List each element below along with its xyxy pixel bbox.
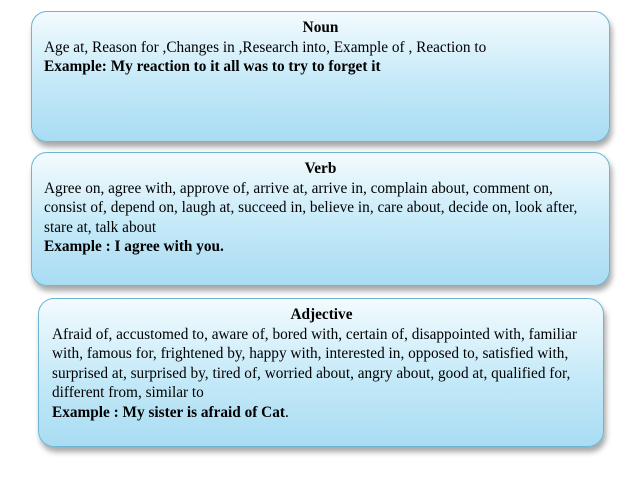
noun-prepositions-text: Age at, Reason for ,Changes in ,Research into, Example of , Reaction to (44, 38, 487, 56)
verb-example (44, 237, 597, 257)
adjective-prepositions-text: Afraid of, accustomed to, aware of, bored with, certain of, disappointed with, familiar with, famous for, frightened by, happy with, interested in, opposed to, satisfied with, surprised at, surprised by, tired of, worried about, angry about, good at, qualified for, different from, similar to (52, 325, 578, 401)
noun-example (44, 57, 597, 77)
noun-card (31, 11, 610, 142)
noun-heading: Noun (302, 19, 339, 36)
verb-heading: Verb (304, 160, 337, 177)
adjective-example-period: . (284, 403, 289, 421)
adjective-heading: Adjective (290, 306, 353, 323)
adjective-example-text: Example : My sister is afraid of Cat (52, 403, 285, 421)
verb-card (31, 152, 610, 286)
adjective-example (52, 403, 591, 423)
verb-prepositions-text: Agree on, agree with, approve of, arrive at, arrive in, complain about, comment on, consist of, depend on, laugh at, succeed in, believe in, care about, decide on, look after, stare at, talk about (44, 179, 578, 236)
verb-example-text: Example : I agree with you. (44, 238, 224, 255)
noun-example-text: Example: My reaction to it all was to try to forget it (44, 58, 381, 75)
adjective-card (38, 298, 604, 447)
